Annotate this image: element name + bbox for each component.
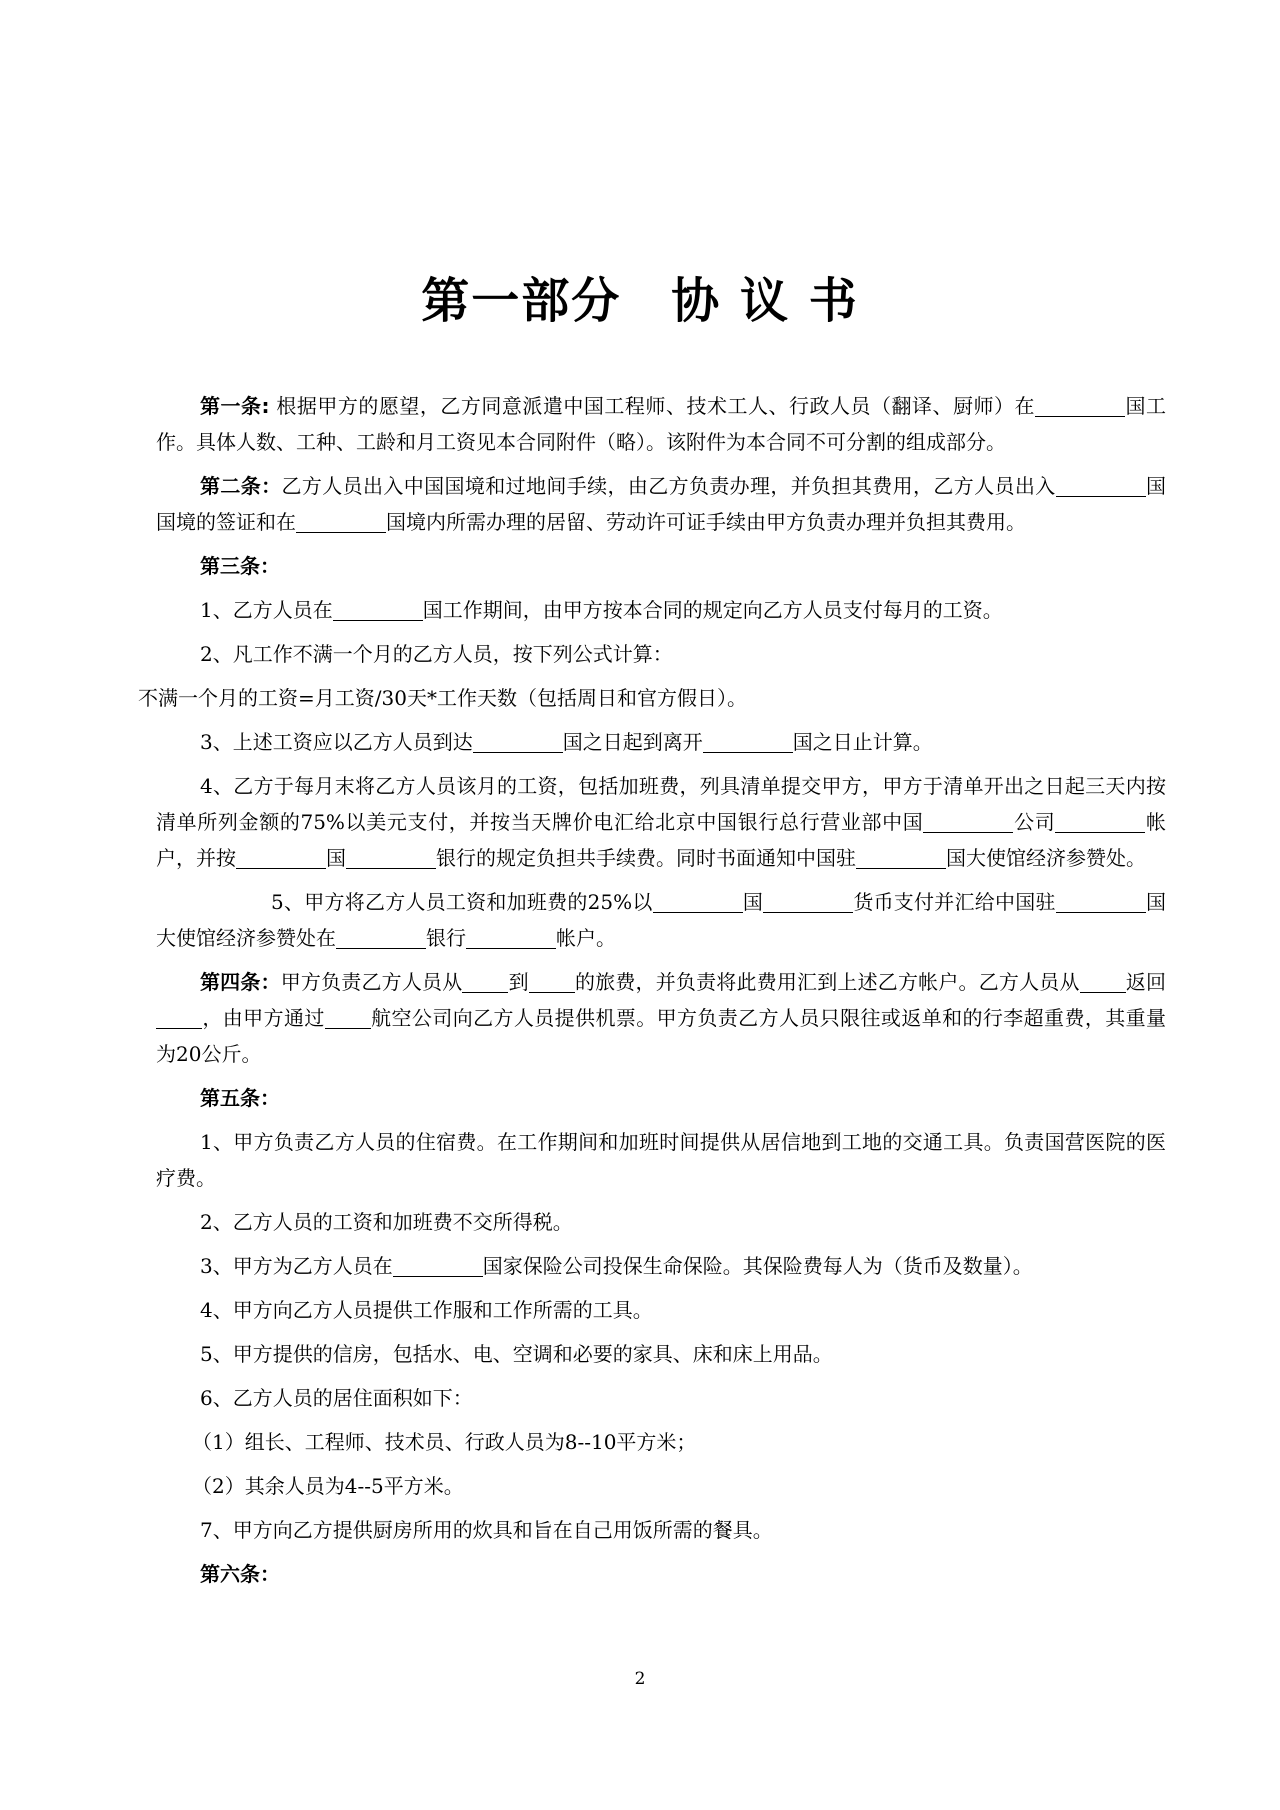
article-4-text-1: 甲方负责乙方人员从 bbox=[280, 970, 463, 994]
article-2-text-3: 国境内所需办理的居留、劳动许可证手续由甲方负责办理并负担其费用。 bbox=[386, 510, 1026, 534]
article-3-item-5-text-d: 国大使馆经济参赞处在 bbox=[156, 890, 1167, 950]
article-4-label: 第四条： bbox=[200, 970, 281, 994]
article-5-item-1 bbox=[156, 1124, 1166, 1196]
article-5-item-2 bbox=[156, 1204, 1166, 1240]
article-5-item-5-text: 5、甲方提供的信房，包括水、电、空调和必要的家具、床和床上用品。 bbox=[200, 1342, 833, 1366]
article-3 bbox=[156, 548, 1166, 584]
article-5-item-7 bbox=[156, 1512, 1166, 1548]
article-3-item-4 bbox=[156, 768, 1166, 876]
blank-field[interactable] bbox=[346, 846, 436, 869]
article-3-formula-text: 不满一个月的工资=月工资/30天*工作天数（包括周日和官方假日）。 bbox=[138, 686, 747, 710]
article-3-item-4-text-c: 帐户，并按 bbox=[156, 810, 1167, 870]
blank-field[interactable] bbox=[856, 846, 946, 869]
article-3-item-2-text: 2、凡工作不满一个月的乙方人员，按下列公式计算： bbox=[200, 642, 673, 666]
article-2-label: 第二条： bbox=[200, 474, 282, 498]
article-1-text-1: 根据甲方的愿望，乙方同意派遣中国工程师、技术工人、行政人员（翻译、厨师）在 bbox=[269, 394, 1035, 418]
article-1 bbox=[156, 388, 1166, 460]
article-5-item-3-text-b: 国家保险公司投保生命保险。其保险费每人为（货币及数量）。 bbox=[482, 1254, 1033, 1278]
article-5 bbox=[156, 1080, 1166, 1116]
blank-field[interactable] bbox=[703, 730, 793, 753]
blank-field[interactable] bbox=[1055, 810, 1145, 833]
article-5-item-6-sub-2-text: （2）其余人员为4--5平方米。 bbox=[192, 1474, 464, 1498]
article-3-item-5-text-b: 国 bbox=[742, 890, 764, 914]
article-5-item-3-text-a: 3、甲方为乙方人员在 bbox=[200, 1254, 393, 1278]
article-5-label: 第五条： bbox=[200, 1086, 280, 1110]
article-3-item-5-text-a: 5、甲方将乙方人员工资和加班费的25%以 bbox=[271, 890, 653, 914]
blank-field[interactable] bbox=[333, 598, 423, 621]
article-5-item-4 bbox=[156, 1292, 1166, 1328]
article-5-item-2-text: 2、乙方人员的工资和加班费不交所得税。 bbox=[200, 1210, 573, 1234]
article-3-item-4-text-a: 4、乙方于每月末将乙方人员该月的工资，包括加班费，列具清单提交甲方，甲方于清单开出之日起三天内按清单所列金额的75%以美元支付，并按当天牌价电汇给北京中国银行总行营业部中国 bbox=[156, 774, 1166, 834]
article-3-item-1 bbox=[156, 592, 1166, 628]
article-6 bbox=[156, 1556, 1166, 1592]
blank-field[interactable] bbox=[393, 1254, 483, 1277]
blank-field[interactable] bbox=[529, 970, 575, 993]
article-5-item-5 bbox=[156, 1336, 1166, 1372]
blank-field[interactable] bbox=[336, 926, 426, 949]
article-6-label: 第六条： bbox=[200, 1562, 280, 1586]
article-5-item-6-text: 6、乙方人员的居住面积如下： bbox=[200, 1386, 473, 1410]
blank-field[interactable] bbox=[156, 1006, 202, 1029]
article-3-item-5-text-e: 银行 bbox=[426, 926, 466, 950]
blank-field[interactable] bbox=[236, 846, 326, 869]
page-number: 2 bbox=[634, 1669, 646, 1689]
blank-field[interactable] bbox=[473, 730, 563, 753]
article-3-item-1-text-b: 国工作期间，由甲方按本合同的规定向乙方人员支付每月的工资。 bbox=[422, 598, 1003, 622]
blank-field[interactable] bbox=[1035, 394, 1125, 417]
article-3-item-4-text-b: 公司 bbox=[1013, 810, 1056, 834]
blank-field[interactable] bbox=[1080, 970, 1126, 993]
article-5-item-4-text: 4、甲方向乙方人员提供工作服和工作所需的工具。 bbox=[200, 1298, 653, 1322]
article-4-text-2: 到 bbox=[508, 970, 529, 994]
article-4-text-5: ，由甲方通过 bbox=[202, 1006, 325, 1030]
blank-field[interactable] bbox=[466, 926, 556, 949]
blank-field[interactable] bbox=[653, 890, 743, 913]
article-1-text-2: 国工作。具体人数、工种、工龄和月工资见本合同附件（略）。该附件为本合同不可分割的组成部分。 bbox=[156, 394, 1167, 454]
article-3-item-4-text-f: 国大使馆经济参赞处。 bbox=[946, 846, 1146, 870]
blank-field[interactable] bbox=[462, 970, 508, 993]
article-5-item-7-text: 7、甲方向乙方提供厨房所用的炊具和旨在自己用饭所需的餐具。 bbox=[200, 1518, 773, 1542]
article-5-item-6-sub-1-text: （1）组长、工程师、技术员、行政人员为8--10平方米； bbox=[192, 1430, 697, 1454]
article-2 bbox=[156, 468, 1166, 540]
article-3-label: 第三条： bbox=[200, 554, 280, 578]
blank-field[interactable] bbox=[923, 810, 1013, 833]
article-5-item-1-text: 1、甲方负责乙方人员的住宿费。在工作期间和加班时间提供从居信地到工地的交通工具。负责国营医院的医疗费。 bbox=[156, 1130, 1166, 1190]
article-3-item-4-text-e: 银行的规定负担共手续费。同时书面通知中国驻 bbox=[436, 846, 856, 870]
article-3-item-3 bbox=[156, 724, 1166, 760]
article-1-label: 第一条: bbox=[200, 394, 270, 418]
article-3-item-3-text-a: 3、上述工资应以乙方人员到达 bbox=[200, 730, 473, 754]
blank-field[interactable] bbox=[763, 890, 853, 913]
article-5-item-3 bbox=[156, 1248, 1166, 1284]
article-2-text-2: 国国境的签证和在 bbox=[156, 474, 1167, 534]
page-title: 第一部分 协 议 书 bbox=[421, 273, 859, 329]
blank-field[interactable] bbox=[1056, 474, 1146, 497]
blank-field[interactable] bbox=[1056, 890, 1146, 913]
article-3-item-5-text-f: 帐户。 bbox=[556, 926, 616, 950]
blank-field[interactable] bbox=[296, 510, 386, 533]
article-4-text-4: 返回 bbox=[1125, 970, 1167, 994]
article-4 bbox=[156, 964, 1166, 1072]
blank-field[interactable] bbox=[325, 1006, 371, 1029]
article-3-item-3-text-c: 国之日止计算。 bbox=[792, 730, 933, 754]
article-3-item-4-text-d: 国 bbox=[326, 846, 346, 870]
document-body bbox=[138, 388, 1167, 1600]
article-2-text-1: 乙方人员出入中国国境和过地间手续，由乙方负责办理，并负担其费用，乙方人员出入 bbox=[281, 474, 1056, 498]
article-3-item-3-text-b: 国之日起到离开 bbox=[562, 730, 703, 754]
article-3-item-1-text-a: 1、乙方人员在 bbox=[200, 598, 333, 622]
article-5-item-6-sub-2 bbox=[156, 1468, 1166, 1504]
article-4-text-6: 航空公司向乙方人员提供机票。甲方负责乙方人员只限往或返单和的行李超重费，其重量为20公斤。 bbox=[156, 1006, 1167, 1066]
article-3-item-2 bbox=[156, 636, 1166, 672]
article-3-formula bbox=[138, 680, 1166, 716]
article-3-item-5-text-c: 货币支付并汇给中国驻 bbox=[853, 890, 1056, 914]
article-4-text-3: 的旅费，并负责将此费用汇到上述乙方帐户。乙方人员从 bbox=[574, 970, 1080, 994]
article-3-item-5 bbox=[156, 884, 1166, 956]
article-5-item-6 bbox=[156, 1380, 1166, 1416]
article-5-item-6-sub-1 bbox=[156, 1424, 1166, 1460]
